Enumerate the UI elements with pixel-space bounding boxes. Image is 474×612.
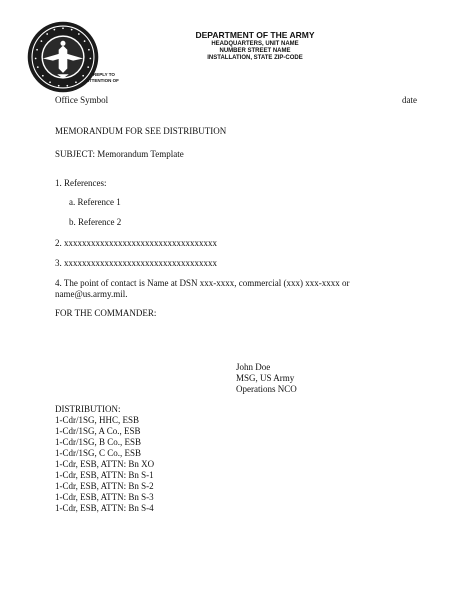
distribution-item: 1-Cdr, ESB, ATTN: Bn S-2 — [55, 481, 154, 491]
distribution-heading: DISTRIBUTION: — [55, 404, 121, 414]
paragraph-4-line2: name@us.army.mil. — [55, 289, 128, 299]
headquarters-line: HEADQUARTERS, UNIT NAME — [211, 40, 299, 47]
signature-title: Operations NCO — [236, 384, 297, 394]
reference-a: a. Reference 1 — [69, 197, 121, 207]
attention-of-label: ATTENTION OF — [86, 77, 119, 83]
distribution-item: 1-Cdr/1SG, HHC, ESB — [55, 415, 140, 425]
paragraph-2: 2. xxxxxxxxxxxxxxxxxxxxxxxxxxxxxxxxxx — [55, 238, 217, 248]
for-the-commander: FOR THE COMMANDER: — [55, 308, 157, 318]
paragraph-4-line1: 4. The point of contact is Name at DSN xxx-xxxx, commercial (xxx) xxx-xxxx or — [55, 278, 350, 288]
street-line: NUMBER STREET NAME — [219, 47, 291, 54]
distribution-item: 1-Cdr/1SG, B Co., ESB — [55, 437, 142, 447]
office-symbol: Office Symbol — [55, 95, 109, 105]
reply-to-block — [86, 72, 119, 83]
signature-name: John Doe — [236, 362, 271, 372]
references-heading: 1. References: — [55, 178, 107, 188]
signature-rank: MSG, US Army — [236, 373, 295, 383]
installation-line: INSTALLATION, STATE ZIP-CODE — [207, 54, 303, 61]
reply-to-label: REPLY TO — [93, 72, 115, 77]
distribution-item: 1-Cdr, ESB, ATTN: Bn XO — [55, 459, 155, 469]
memo-date: date — [402, 95, 417, 105]
letterhead — [150, 31, 360, 61]
memo-for-line: MEMORANDUM FOR SEE DISTRIBUTION — [55, 126, 227, 136]
reference-b: b. Reference 2 — [69, 217, 122, 227]
distribution-item: 1-Cdr, ESB, ATTN: Bn S-4 — [55, 503, 154, 513]
distribution-item: 1-Cdr/1SG, C Co., ESB — [55, 448, 142, 458]
distribution-item: 1-Cdr, ESB, ATTN: Bn S-1 — [55, 470, 154, 480]
subject-line: SUBJECT: Memorandum Template — [55, 149, 184, 159]
paragraph-3: 3. xxxxxxxxxxxxxxxxxxxxxxxxxxxxxxxxxx — [55, 258, 217, 268]
distribution-item: 1-Cdr/1SG, A Co., ESB — [55, 426, 141, 436]
distribution-item: 1-Cdr, ESB, ATTN: Bn S-3 — [55, 492, 154, 502]
department-name: DEPARTMENT OF THE ARMY — [195, 30, 315, 40]
